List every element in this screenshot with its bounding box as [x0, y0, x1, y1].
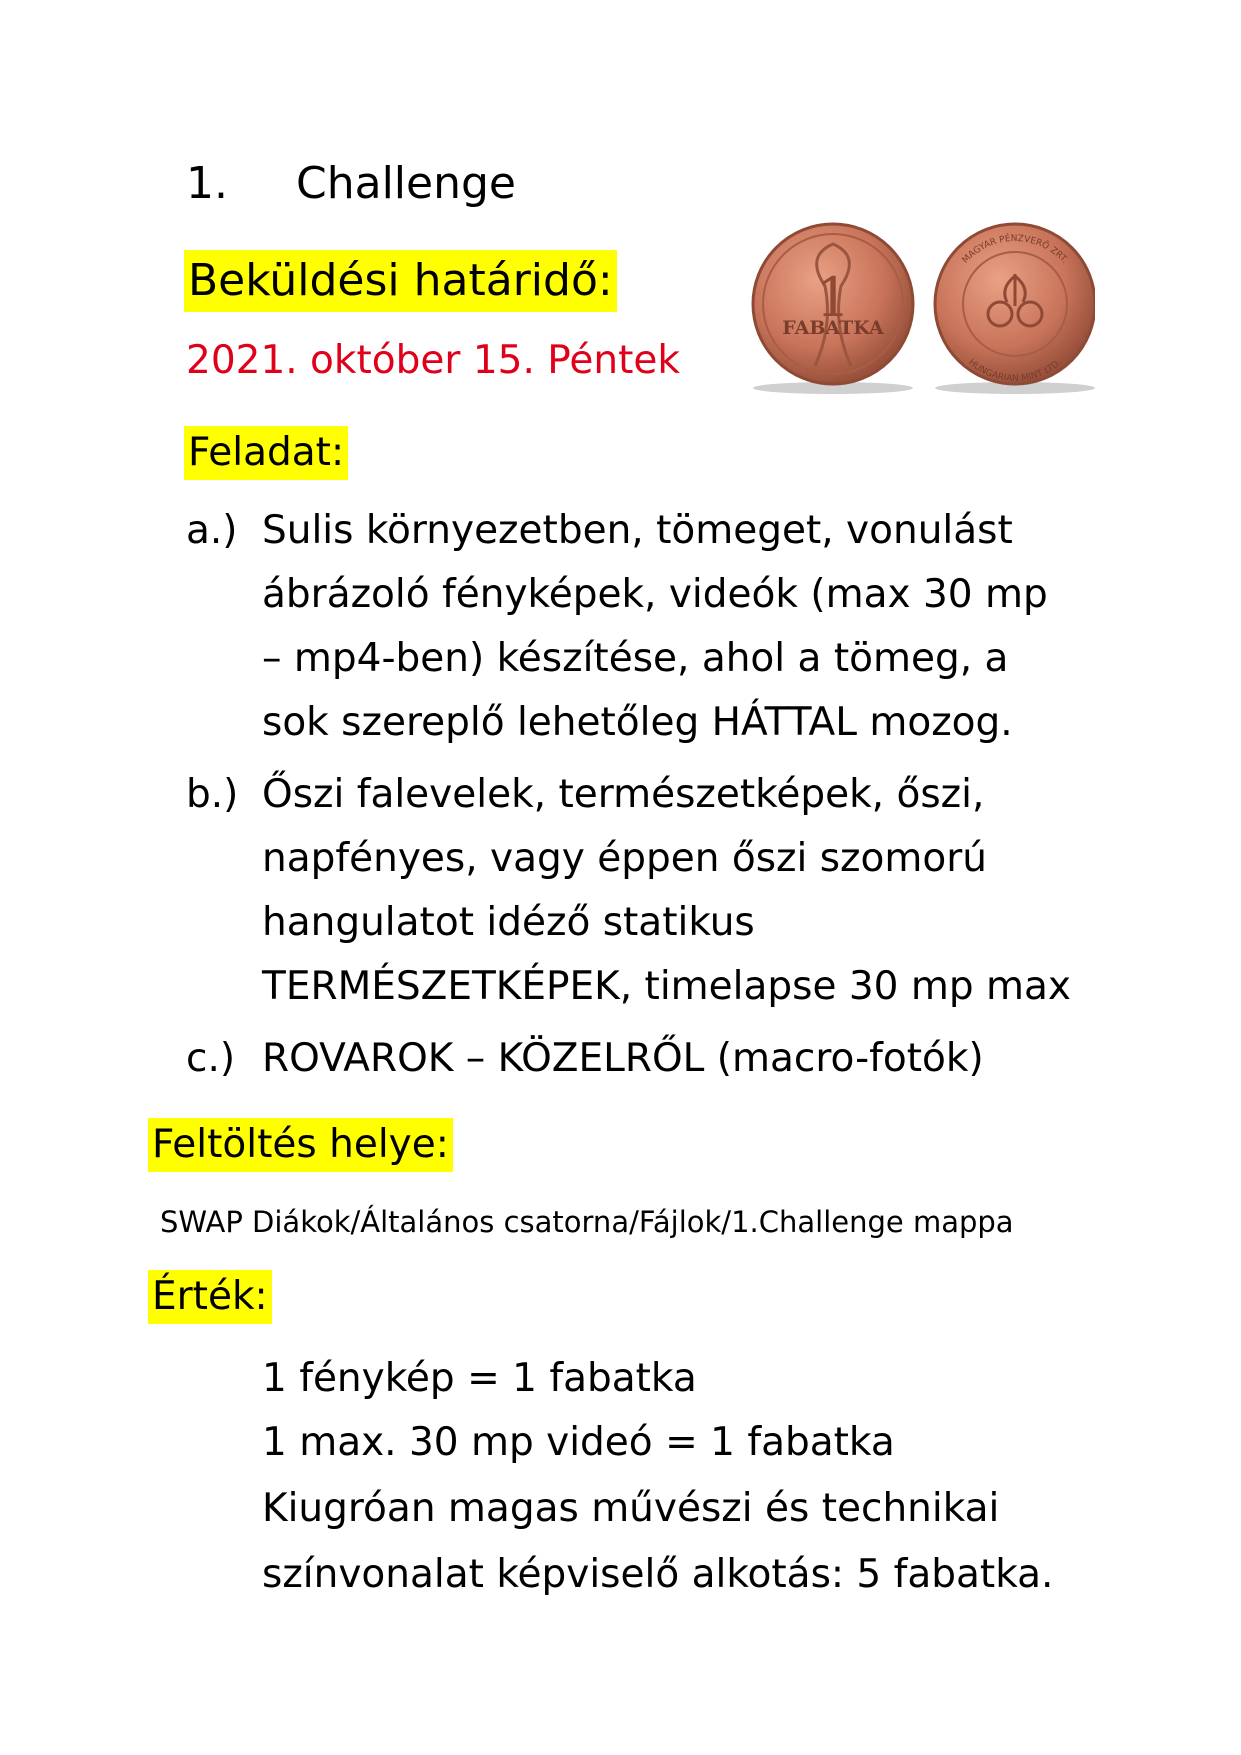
task-item-marker-c: c.): [186, 1036, 236, 1081]
heading-number: 1.: [186, 158, 228, 209]
task-item-marker-b: b.): [186, 772, 239, 817]
task-item-a-line-4: sok szereplő lehetőleg HÁTTAL mozog.: [262, 700, 1013, 745]
page-title: Challenge: [296, 158, 516, 209]
coin-back-text-bottom: HUNGARIAN MINT LTD.: [966, 357, 1064, 385]
upload-path: SWAP Diákok/Általános csatorna/Fájlok/1.Challenge mappa: [160, 1205, 1014, 1239]
coin-back-text-top: MAGYAR PÉNZVERŐ ZRT.: [960, 233, 1070, 266]
task-item-b-line-1: Őszi falevelek, természetképek, őszi,: [262, 772, 985, 817]
fabatka-coins-image: [745, 216, 1095, 396]
coin-back: [935, 224, 1095, 384]
value-line-2: 1 max. 30 mp videó = 1 fabatka: [262, 1420, 895, 1465]
upload-label: Feltöltés helye:: [148, 1118, 453, 1172]
task-item-c-line-1: ROVAROK – KÖZELRŐL (macro-fotók): [262, 1036, 984, 1081]
task-item-a-line-2: ábrázoló fényképek, videók (max 30 mp: [262, 572, 1048, 617]
deadline-date: 2021. október 15. Péntek: [186, 338, 680, 383]
task-item-marker-a: a.): [186, 508, 238, 553]
value-line-1: 1 fénykép = 1 fabatka: [262, 1356, 697, 1401]
value-line-4: színvonalat képviselő alkotás: 5 fabatka.: [262, 1552, 1054, 1597]
value-line-3: Kiugróan magas művészi és technikai: [262, 1486, 1000, 1531]
task-item-a-line-1: Sulis környezetben, tömeget, vonulást: [262, 508, 1013, 553]
coin-front: [753, 224, 913, 384]
task-item-b-line-2: napfényes, vagy éppen őszi szomorú: [262, 836, 987, 881]
coin-front-text: FABATKA: [782, 317, 884, 339]
value-label: Érték:: [148, 1270, 272, 1324]
deadline-label: Beküldési határidő:: [184, 250, 617, 312]
task-item-b-line-3: hangulatot idéző statikus: [262, 900, 755, 945]
coin-front-number: 1: [815, 266, 851, 329]
coins-svg: [745, 216, 1095, 396]
task-item-b-line-4: TERMÉSZETKÉPEK, timelapse 30 mp max: [262, 964, 1071, 1009]
task-item-a-line-3: – mp4-ben) készítése, ahol a tömeg, a: [262, 636, 1009, 681]
task-label: Feladat:: [184, 426, 348, 480]
